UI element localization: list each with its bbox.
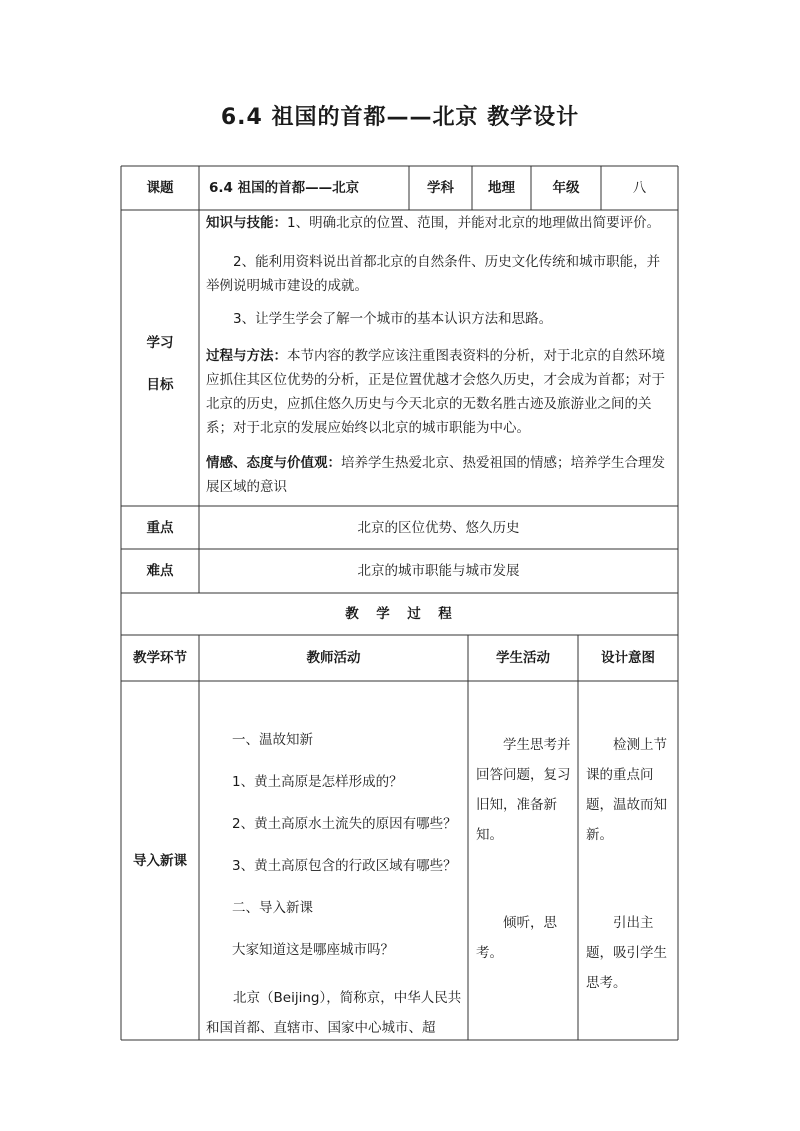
teacher-line-7: 北京（Beijing），简称京，中华人民共和国首都、直辖市、国家中心城市、超 <box>206 990 462 1036</box>
design-intent-1: 检测上节课的重点问题，温故而知新。 <box>586 737 667 843</box>
col-header-stage: 教学环节 <box>133 650 187 666</box>
knowledge-item-2: 2、能利用资料说出首都北京的自然条件、历史文化传统和城市职能，并举例说明城市建设的成就。 <box>206 254 661 294</box>
teacher-line-5: 二、导入新课 <box>232 900 313 916</box>
process-header: 教 学 过 程 <box>345 606 454 622</box>
emotion-heading: 情感、态度与价值观： <box>206 455 341 471</box>
grade-value: 八 <box>632 180 647 196</box>
difficulty-label: 难点 <box>146 563 174 579</box>
topic-label: 课题 <box>146 180 174 196</box>
design-intent-2: 引出主题，吸引学生思考。 <box>586 915 667 991</box>
document-title: 6.4 祖国的首都——北京 教学设计 <box>220 105 580 130</box>
difficulty-value: 北京的城市职能与城市发展 <box>357 563 520 579</box>
key-point-label: 重点 <box>146 519 174 536</box>
knowledge-heading: 知识与技能： <box>206 215 287 231</box>
grade-label: 年级 <box>552 180 580 196</box>
process-text: 本节内容的教学应该注重图表资料的分析，对于北京的自然环境应抓住其区位优势的分析，正是位置优越才会悠久历史，才会成为首都；对于北京的历史，应抓住悠久历史与今天北京的无数名胜古迹及旅游业之间的关系；对于北京的发展应始终以北京的城市职能为中心。 <box>206 348 665 436</box>
teacher-line-3: 2、黄土高原水土流失的原因有哪些？ <box>232 816 457 832</box>
subject-label: 学科 <box>427 180 454 196</box>
teacher-line-1: 一、温故知新 <box>232 732 313 748</box>
objectives-label-line1: 学习 <box>146 335 174 351</box>
objectives-label <box>121 322 199 406</box>
student-activity-2: 倾听，思考。 <box>476 915 557 961</box>
teacher-line-2: 1、黄土高原是怎样形成的？ <box>232 774 403 790</box>
col-header-teacher: 教师活动 <box>306 650 361 666</box>
knowledge-item-3: 3、让学生学会了解一个城市的基本认识方法和思路。 <box>233 311 553 327</box>
teacher-line-4: 3、黄土高原包含的行政区域有哪些？ <box>232 858 457 874</box>
col-header-student: 学生活动 <box>496 650 550 666</box>
objective-process <box>206 344 672 440</box>
teacher-line-6: 大家知道这是哪座城市吗？ <box>232 942 394 958</box>
col-header-intent: 设计意图 <box>601 650 655 666</box>
objectives-label-line2: 目标 <box>146 377 174 393</box>
section-name: 导入新课 <box>133 852 187 869</box>
key-point-value: 北京的区位优势、悠久历史 <box>357 519 520 536</box>
objective-emotion <box>206 451 672 499</box>
student-activity-1: 学生思考并回答问题，复习旧知，准备新知。 <box>476 737 571 843</box>
emotion-text: 培养学生热爱北京、热爱祖国的情感；培养学生合理发展区域的意识 <box>206 455 665 495</box>
subject-value: 地理 <box>488 180 515 196</box>
process-heading: 过程与方法： <box>206 348 287 364</box>
objective-knowledge-1 <box>206 213 672 233</box>
knowledge-item-1: 1、明确北京的位置、范围，并能对北京的地理做出简要评价。 <box>287 215 661 231</box>
topic-value: 6.4 祖国的首都——北京 <box>209 180 360 196</box>
